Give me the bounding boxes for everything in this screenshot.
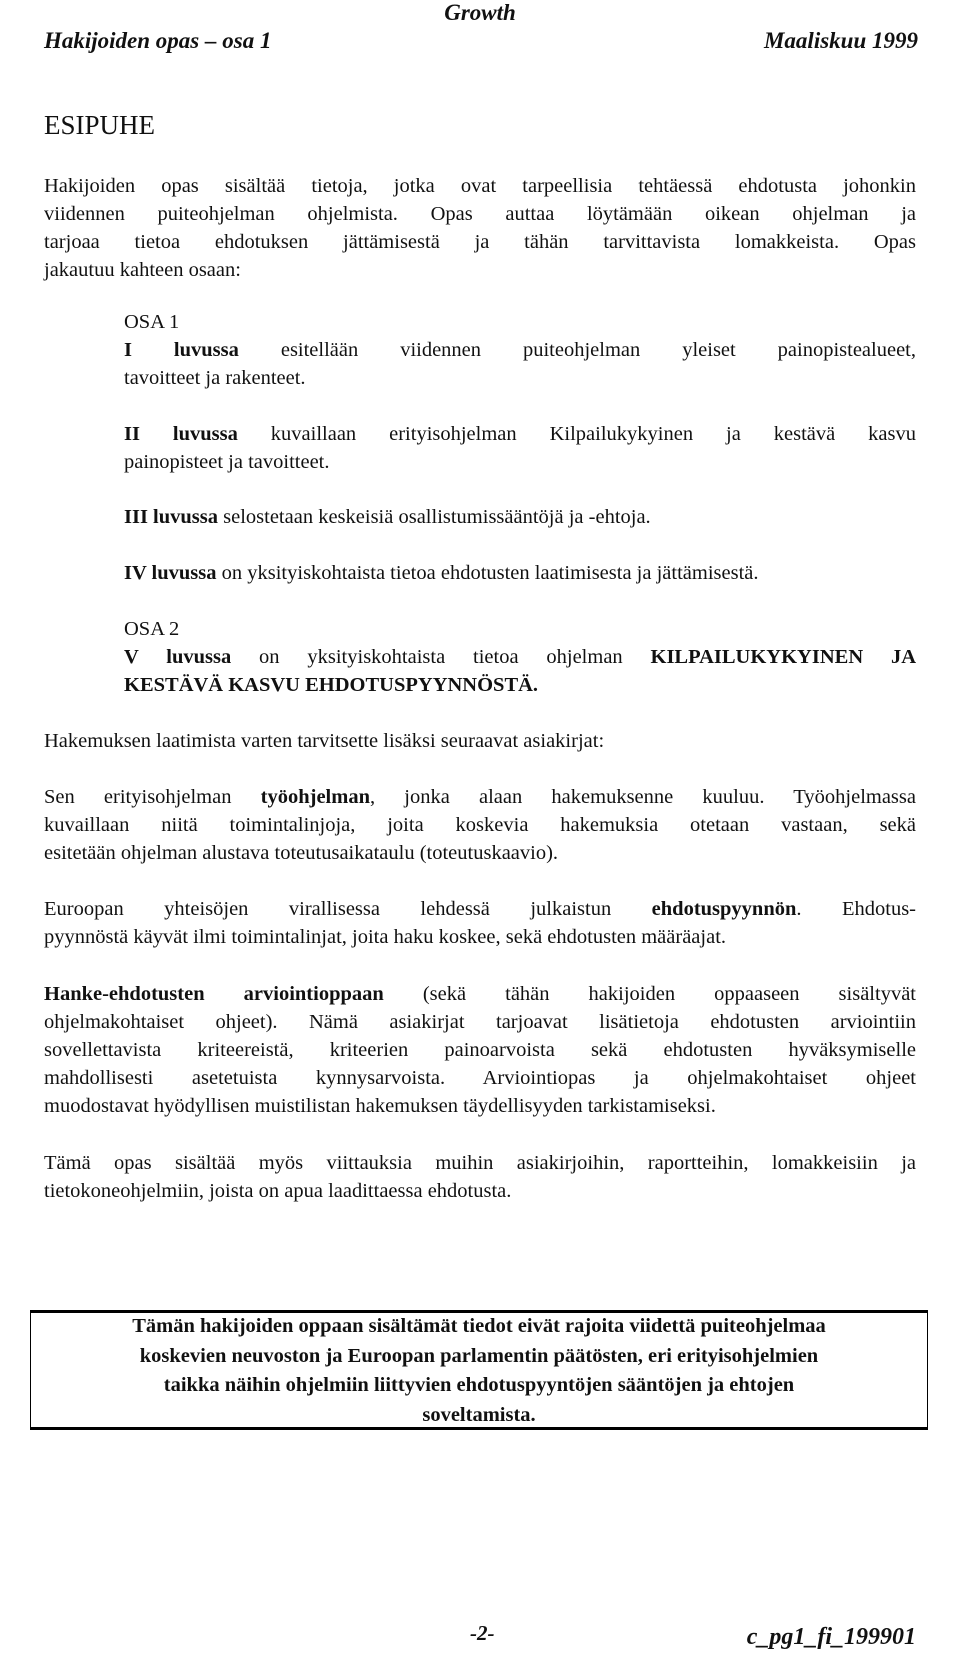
ch4-bold: IV luvussa (124, 562, 217, 584)
running-header-title: Growth (444, 0, 516, 25)
ch5-bold2: KILPAILUKYKYINEN JA (650, 646, 917, 668)
disclaimer-line-3: taikka näihin ohjelmiin liittyvien ehdotuspyyntöjen sääntöjen ja ehtojen (163, 1374, 795, 1396)
osa2-block (124, 615, 916, 699)
disclaimer-line-1: Tämän hakijoiden oppaan sisältämät tiedot eivät rajoita viidettä puiteohjelmaa (132, 1315, 826, 1337)
osa1-ch4 (124, 559, 916, 587)
ch5-bold: V luvussa (124, 646, 232, 668)
eval-line-5: muodostavat hyödyllisen muistilistan hakemuksen täydellisyyden tarkistamiseksi. (44, 1095, 716, 1117)
work-post: , jonka alaan hakemuksenne kuuluu. Työohjelmassa (369, 786, 916, 808)
osa1-ch3 (124, 503, 916, 531)
needs-paragraph: Hakemuksen laatimista varten tarvitsette lisäksi seuraavat asiakirjat: (44, 730, 605, 752)
page-number: -2- (470, 1621, 495, 1645)
osa1-ch1-line2: tavoitteet ja rakenteet. (124, 367, 306, 389)
eval-bold: Hanke-ehdotusten arviointioppaan (44, 983, 384, 1005)
call-bold: ehdotuspyynnön (651, 898, 797, 920)
work-line-3: esitetään ohjelman alustava toteutusaikataulu (toteutuskaavio). (44, 842, 559, 864)
eval-line-4: mahdollisesti asetetuista kynnysarvoista. Arviointiopas ja ohjelmakohtaiset ohjeet (44, 1067, 916, 1089)
disclaimer-box (30, 1310, 928, 1430)
eval-line-3: sovellettavista kriteereistä, kriteerien painoarvoista sekä ehdotusten hyväksymiselle (44, 1039, 916, 1061)
ch5-text: on yksityiskohtaista tietoa ohjelman (231, 646, 651, 668)
ch4-text: on yksityiskohtaista tietoa ehdotusten laatimisesta ja jättämisestä. (216, 562, 759, 584)
work-line-1 (44, 783, 916, 811)
intro-line-4: jakautuu kahteen osaan: (44, 259, 241, 281)
ch1-bold: I luvussa (124, 339, 239, 361)
call-post: . Ehdotus- (796, 898, 916, 920)
osa1-block (124, 308, 916, 392)
osa1-ch2 (124, 420, 916, 476)
eval-post: (sekä tähän hakijoiden oppaaseen sisältyvät (383, 983, 916, 1005)
osa1-ch2-line2: painopisteet ja tavoitteet. (124, 451, 330, 473)
refs-line-2: tietokoneohjelmiin, joista on apua laadittaessa ehdotusta. (44, 1180, 512, 1202)
running-header-right: Maaliskuu 1999 (763, 28, 918, 53)
call-paragraph (44, 895, 916, 951)
references-paragraph (44, 1149, 916, 1205)
call-line-1 (44, 895, 916, 923)
osa2-label: OSA 2 (124, 618, 180, 640)
work-pre: Sen erityisohjelman (44, 786, 261, 808)
refs-line-1: Tämä opas sisältää myös viittauksia muihin asiakirjoihin, raportteihin, lomakkeisiin ja (44, 1152, 916, 1174)
intro-paragraph (44, 172, 916, 284)
work-programme-paragraph (44, 783, 916, 867)
section-heading: ESIPUHE (44, 110, 156, 140)
call-line-2: pyynnöstä käyvät ilmi toimintalinjat, joita haku koskee, sekä ehdotusten määräajat. (44, 926, 727, 948)
eval-line-2: ohjelmakohtaiset ohjeet). Nämä asiakirjat tarjoavat lisätietoja ehdotusten arviointiin (44, 1011, 916, 1033)
disclaimer-line-4: soveltamista. (422, 1403, 536, 1426)
osa2-ch5-line1 (124, 643, 916, 671)
ch1-text: esitellään viidennen puiteohjelman yleiset painopistealueet, (238, 339, 916, 361)
intro-line-2: viidennen puiteohjelman ohjelmista. Opas auttaa löytämään oikean ohjelman ja (44, 203, 916, 225)
ch2-bold: II luvussa (124, 423, 238, 445)
ch3-bold: III luvussa (124, 506, 219, 528)
document-code: c_pg1_fi_199901 (746, 1624, 916, 1650)
call-pre: Euroopan yhteisöjen virallisessa lehdessä julkaistun (44, 898, 652, 920)
evaluation-paragraph (44, 980, 916, 1120)
osa1-ch2-line1 (124, 420, 916, 448)
osa2-ch5-line2 (124, 671, 916, 699)
ch2-text: kuvaillaan erityisohjelman Kilpailukykyinen ja kestävä kasvu (237, 423, 916, 445)
work-line-2: kuvaillaan niitä toimintalinjoja, joita koskevia hakemuksia otetaan vastaan, sekä (44, 814, 916, 836)
ch5-bold3: KESTÄVÄ KASVU EHDOTUSPYYNNÖSTÄ. (124, 674, 539, 696)
osa1-label: OSA 1 (124, 311, 180, 333)
eval-line-1 (44, 980, 916, 1008)
osa1-ch1-line1 (124, 336, 916, 364)
intro-line-1: Hakijoiden opas sisältää tietoja, jotka ovat tarpeellisia tehtäessä ehdotusta johonkin (44, 175, 916, 197)
work-bold: työohjelman (260, 786, 370, 808)
disclaimer-line-2: koskevien neuvoston ja Euroopan parlamentin päätösten, eri erityisohjelmien (139, 1344, 819, 1367)
intro-line-3: tarjoaa tietoa ehdotuksen jättämisestä ja tähän tarvittavista lomakkeista. Opas (44, 231, 916, 253)
ch3-text: selostetaan keskeisiä osallistumissääntöjä ja -ehtoja. (218, 506, 651, 528)
running-header-left: Hakijoiden opas – osa 1 (44, 28, 272, 53)
